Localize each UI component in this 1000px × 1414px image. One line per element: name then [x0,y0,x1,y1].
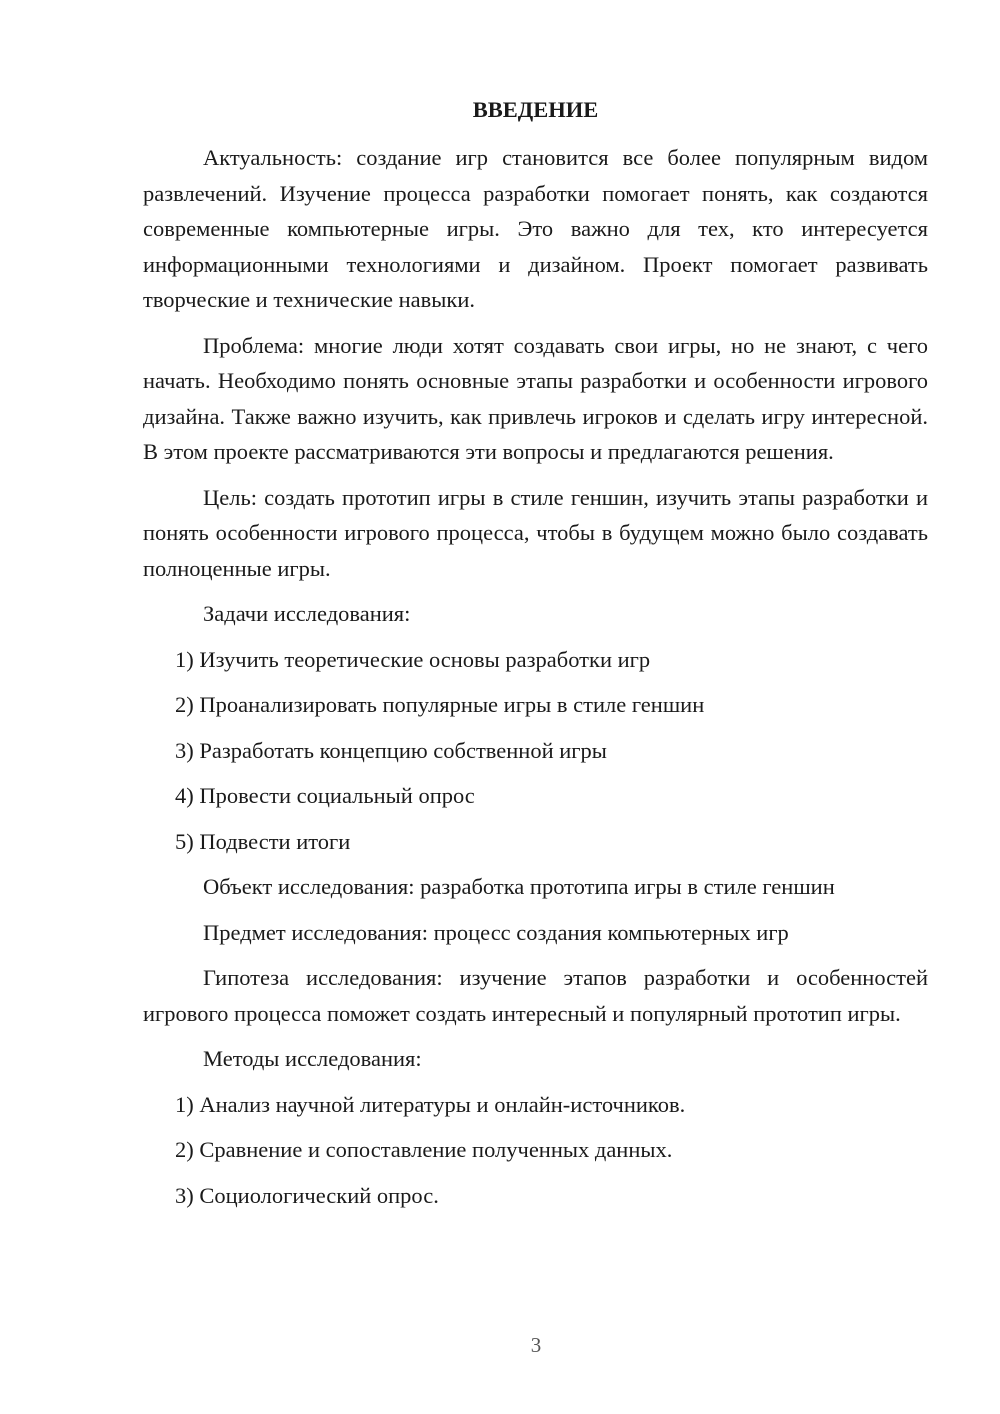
page-number: 3 [530,1333,542,1357]
hypothesis-paragraph: Гипотеза исследования: изучение этапов разработки и особенностей игрового процесса поможет создать интересный и популярный прототип игры. [143,965,928,1026]
object-line: Объект исследования: разработка прототипа игры в стиле геншин [203,874,835,899]
task-item: 4) Провести социальный опрос [175,783,475,808]
methods-heading: Методы исследования: [203,1046,422,1071]
method-item: 3) Социологический опрос. [175,1182,439,1208]
page-title: ВВЕДЕНИЕ [472,97,599,122]
task-item: 5) Подвести итоги [175,828,351,854]
task-item: 1) Изучить теоретические основы разработки игр [175,646,651,672]
relevance-paragraph: Актуальность: создание игр становится все более популярным видом развлечений. Изучение процесса разработки помогает понять, как создаются современные компьютерные игры. Это важно для тех, кто интересуется информационными технологиями и дизайном. Проект помогает развивать творческие и технические навыки. [143,145,928,312]
tasks-heading: Задачи исследования: [203,601,411,626]
tasks-list [143,642,928,860]
goal-paragraph: Цель: создать прототип игры в стиле геншин, изучить этапы разработки и понять особенности игрового процесса, чтобы в будущем можно было создавать полноценные игры. [143,484,928,581]
task-item: 2) Проанализировать популярные игры в стиле геншин [175,692,705,717]
document-page [143,95,928,1223]
method-item: 2) Сравнение и сопоставление полученных данных. [175,1137,673,1162]
method-item: 1) Анализ научной литературы и онлайн-источников. [175,1091,686,1117]
task-item: 3) Разработать концепцию собственной игры [175,737,607,763]
subject-line: Предмет исследования: процесс создания компьютерных игр [203,919,789,945]
methods-list [143,1087,928,1214]
problem-paragraph: Проблема: многие люди хотят создавать свои игры, но не знают, с чего начать. Необходимо понять основные этапы разработки и особенности игрового дизайна. Также важно изучить, как привлечь игроков и сделать игру интересной. В этом проекте рассматриваются эти вопросы и предлагаются решения. [143,332,928,464]
